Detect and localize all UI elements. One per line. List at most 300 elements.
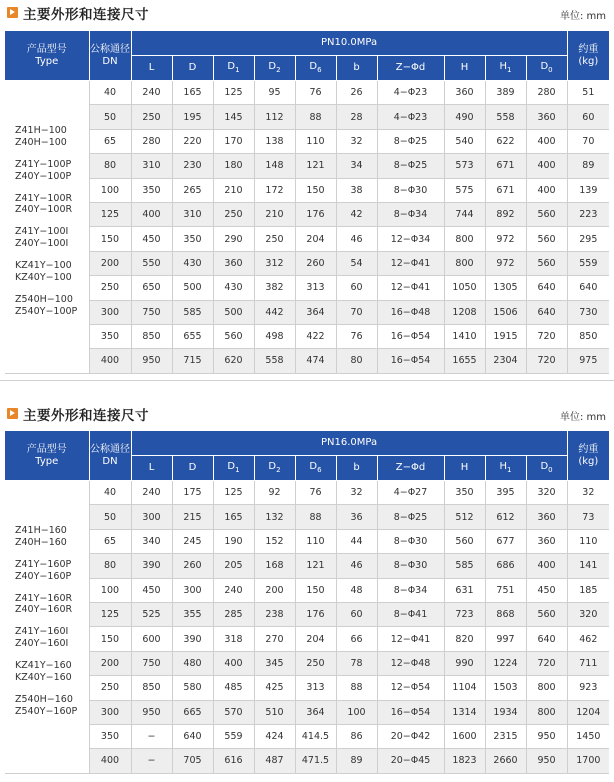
table-cell: 360 xyxy=(444,81,485,105)
cell-dn: 350 xyxy=(89,324,131,348)
table-cell: 16−Φ54 xyxy=(377,349,444,373)
model-group: Z41H−160 Z40H−160 xyxy=(15,525,67,548)
table-cell: 250 xyxy=(254,227,295,251)
table-cell: 250 xyxy=(213,202,254,226)
table-cell: 686 xyxy=(485,554,526,578)
table-row xyxy=(5,202,609,226)
table-cell: 89 xyxy=(336,749,377,773)
table-cell: 88 xyxy=(336,676,377,700)
table-cell: 8−Φ25 xyxy=(377,129,444,153)
table-cell: 46 xyxy=(336,554,377,578)
table-cell: 631 xyxy=(444,578,485,602)
table-cell: 720 xyxy=(526,349,567,373)
table-cell: 1934 xyxy=(485,700,526,724)
table-cell: 34 xyxy=(336,154,377,178)
table-cell: 150 xyxy=(295,578,336,602)
table-cell: 172 xyxy=(254,178,295,202)
table-cell: 350 xyxy=(444,481,485,505)
table-cell: 360 xyxy=(526,505,567,529)
table-cell: 850 xyxy=(131,676,172,700)
table-cell: 414.5 xyxy=(295,724,336,748)
table-cell: 950 xyxy=(526,724,567,748)
table-cell: 8−Φ34 xyxy=(377,578,444,602)
model-list xyxy=(5,481,89,774)
table-cell: 395 xyxy=(485,481,526,505)
table-cell: 640 xyxy=(567,276,609,300)
table-cell: 141 xyxy=(567,554,609,578)
table-cell: 622 xyxy=(485,129,526,153)
table-cell: 750 xyxy=(131,651,172,675)
table-cell: 176 xyxy=(295,202,336,226)
table-cell: 560 xyxy=(444,529,485,553)
play-arrow-icon xyxy=(7,7,18,18)
table-cell: 110 xyxy=(295,529,336,553)
table-cell: 175 xyxy=(172,481,213,505)
table-cell: 850 xyxy=(131,324,172,348)
table-row xyxy=(5,529,609,553)
section-divider xyxy=(0,380,614,381)
table-cell: 570 xyxy=(213,700,254,724)
table-cell: 320 xyxy=(526,481,567,505)
table-cell: 1450 xyxy=(567,724,609,748)
table-row xyxy=(5,676,609,700)
model-group: KZ41Y−100 KZ40Y−100 xyxy=(15,260,72,283)
table-cell: 150 xyxy=(295,178,336,202)
table-cell: 1600 xyxy=(444,724,485,748)
header-col: Z−Φd xyxy=(377,56,444,81)
table-cell: 92 xyxy=(254,481,295,505)
table-cell: 240 xyxy=(213,578,254,602)
table-cell: 8−Φ30 xyxy=(377,554,444,578)
table-cell: 125 xyxy=(213,481,254,505)
table-cell: 620 xyxy=(213,349,254,373)
model-group: Z540H−160 Z540Y−160P xyxy=(15,693,78,717)
table-cell: 250 xyxy=(295,651,336,675)
table-cell: 89 xyxy=(567,154,609,178)
table-cell: 295 xyxy=(567,227,609,251)
table-cell: 677 xyxy=(485,529,526,553)
cell-dn: 40 xyxy=(89,481,131,505)
table-cell: 560 xyxy=(213,324,254,348)
dimension-section-pn16 xyxy=(0,403,614,767)
dimension-table xyxy=(5,30,609,374)
table-cell: 318 xyxy=(213,627,254,651)
table-cell: 585 xyxy=(172,300,213,324)
table-cell: 400 xyxy=(526,129,567,153)
table-cell: 580 xyxy=(172,676,213,700)
table-cell: 1655 xyxy=(444,349,485,373)
table-cell: 16−Φ54 xyxy=(377,700,444,724)
header-col: L xyxy=(131,456,172,481)
table-cell: 510 xyxy=(254,700,295,724)
table-cell: 76 xyxy=(295,81,336,105)
table-cell: 313 xyxy=(295,676,336,700)
cell-dn: 400 xyxy=(89,749,131,773)
table-cell: 487 xyxy=(254,749,295,773)
table-cell: 51 xyxy=(567,81,609,105)
cell-dn: 80 xyxy=(89,554,131,578)
table-cell: 1104 xyxy=(444,676,485,700)
table-cell: − xyxy=(131,724,172,748)
table-cell: 390 xyxy=(131,554,172,578)
table-cell: 655 xyxy=(172,324,213,348)
cell-dn: 125 xyxy=(89,602,131,626)
table-cell: 868 xyxy=(485,602,526,626)
table-row xyxy=(5,105,609,129)
header-col: $D_0$ xyxy=(526,56,567,81)
table-cell: 88 xyxy=(295,105,336,129)
table-cell: 4−Φ23 xyxy=(377,81,444,105)
cell-dn: 100 xyxy=(89,578,131,602)
model-group: Z41Y−160P Z40Y−160P xyxy=(15,558,72,582)
table-cell: 4−Φ27 xyxy=(377,481,444,505)
table-row xyxy=(5,724,609,748)
table-cell: 145 xyxy=(213,105,254,129)
table-cell: 112 xyxy=(254,105,295,129)
header-col: $D_0$ xyxy=(526,456,567,481)
table-cell: 200 xyxy=(254,578,295,602)
table-cell: 185 xyxy=(567,578,609,602)
header-col: $H_1$ xyxy=(485,56,526,81)
cell-dn: 300 xyxy=(89,300,131,324)
table-cell: 800 xyxy=(526,700,567,724)
table-cell: 204 xyxy=(295,627,336,651)
table-cell: 360 xyxy=(213,251,254,275)
table-cell: 220 xyxy=(172,129,213,153)
table-cell: 560 xyxy=(526,227,567,251)
table-cell: 715 xyxy=(172,349,213,373)
model-group: Z41Y−100P Z40Y−100P xyxy=(15,158,72,182)
table-row xyxy=(5,749,609,773)
table-cell: 560 xyxy=(526,602,567,626)
table-cell: 800 xyxy=(444,227,485,251)
table-cell: 1915 xyxy=(485,324,526,348)
table-cell: 462 xyxy=(567,627,609,651)
table-cell: 430 xyxy=(172,251,213,275)
model-list xyxy=(5,81,89,374)
table-cell: 820 xyxy=(444,627,485,651)
table-row xyxy=(5,700,609,724)
table-cell: 2660 xyxy=(485,749,526,773)
table-cell: 525 xyxy=(131,602,172,626)
table-cell: 705 xyxy=(172,749,213,773)
table-cell: 168 xyxy=(254,554,295,578)
header-col: $D_2$ xyxy=(254,456,295,481)
table-cell: 665 xyxy=(172,700,213,724)
table-cell: 139 xyxy=(567,178,609,202)
cell-dn: 150 xyxy=(89,627,131,651)
table-cell: 42 xyxy=(336,202,377,226)
table-cell: 671 xyxy=(485,154,526,178)
table-cell: 500 xyxy=(213,300,254,324)
table-cell: 800 xyxy=(526,676,567,700)
table-cell: 425 xyxy=(254,676,295,700)
table-cell: 195 xyxy=(172,105,213,129)
table-cell: 744 xyxy=(444,202,485,226)
table-cell: 86 xyxy=(336,724,377,748)
table-cell: 640 xyxy=(526,627,567,651)
table-cell: 240 xyxy=(131,81,172,105)
table-cell: 36 xyxy=(336,505,377,529)
table-cell: 223 xyxy=(567,202,609,226)
table-cell: 559 xyxy=(567,251,609,275)
table-cell: 450 xyxy=(526,578,567,602)
header-model: 产品型号 Type xyxy=(5,31,89,81)
table-cell: 8−Φ30 xyxy=(377,178,444,202)
table-cell: 285 xyxy=(213,602,254,626)
table-cell: 313 xyxy=(295,276,336,300)
table-cell: 424 xyxy=(254,724,295,748)
table-cell: 671 xyxy=(485,178,526,202)
table-cell: 950 xyxy=(526,749,567,773)
cell-dn: 300 xyxy=(89,700,131,724)
table-cell: 400 xyxy=(526,554,567,578)
table-cell: 560 xyxy=(526,202,567,226)
table-cell: 640 xyxy=(172,724,213,748)
table-cell: 70 xyxy=(336,300,377,324)
table-cell: 48 xyxy=(336,578,377,602)
table-cell: 73 xyxy=(567,505,609,529)
table-row xyxy=(5,251,609,275)
table-cell: 46 xyxy=(336,227,377,251)
table-row xyxy=(5,349,609,373)
table-cell: 340 xyxy=(131,529,172,553)
table-cell: 110 xyxy=(567,529,609,553)
table-cell: 471.5 xyxy=(295,749,336,773)
header-weight: 约重 (kg) xyxy=(567,31,609,81)
table-cell: 180 xyxy=(213,154,254,178)
table-cell: 210 xyxy=(213,178,254,202)
table-cell: 310 xyxy=(172,202,213,226)
table-cell: 38 xyxy=(336,178,377,202)
table-cell: 12−Φ48 xyxy=(377,651,444,675)
cell-dn: 200 xyxy=(89,651,131,675)
table-cell: 165 xyxy=(213,505,254,529)
table-cell: 558 xyxy=(485,105,526,129)
table-cell: 32 xyxy=(336,481,377,505)
table-row xyxy=(5,129,609,153)
table-cell: 60 xyxy=(336,276,377,300)
section-title: 主要外形和连接尺寸 xyxy=(23,408,149,424)
table-cell: 430 xyxy=(213,276,254,300)
header-col: Z−Φd xyxy=(377,456,444,481)
table-cell: 78 xyxy=(336,651,377,675)
header-col: $H_1$ xyxy=(485,456,526,481)
header-col: $D_6$ xyxy=(295,56,336,81)
table-cell: 132 xyxy=(254,505,295,529)
model-group: Z41H−100 Z40H−100 xyxy=(15,125,67,148)
header-model: 产品型号 Type xyxy=(5,431,89,481)
table-cell: 76 xyxy=(295,481,336,505)
table-cell: 110 xyxy=(295,129,336,153)
table-cell: 442 xyxy=(254,300,295,324)
table-cell: 498 xyxy=(254,324,295,348)
table-cell: 640 xyxy=(526,300,567,324)
section-header xyxy=(0,2,614,26)
table-cell: 723 xyxy=(444,602,485,626)
header-col: H xyxy=(444,456,485,481)
table-cell: 450 xyxy=(131,227,172,251)
table-cell: 364 xyxy=(295,300,336,324)
table-cell: 559 xyxy=(213,724,254,748)
table-cell: 70 xyxy=(567,129,609,153)
table-cell: 100 xyxy=(336,700,377,724)
table-cell: 1224 xyxy=(485,651,526,675)
table-cell: 950 xyxy=(131,349,172,373)
table-row xyxy=(5,578,609,602)
table-cell: 215 xyxy=(172,505,213,529)
table-cell: 2315 xyxy=(485,724,526,748)
table-cell: 300 xyxy=(172,578,213,602)
table-cell: 389 xyxy=(485,81,526,105)
header-col: L xyxy=(131,56,172,81)
table-cell: 1503 xyxy=(485,676,526,700)
header-weight: 约重 (kg) xyxy=(567,431,609,481)
header-col: $D_1$ xyxy=(213,456,254,481)
cell-dn: 65 xyxy=(89,129,131,153)
unit-label: 单位: mm xyxy=(559,11,606,22)
table-cell: 575 xyxy=(444,178,485,202)
table-cell: 8−Φ25 xyxy=(377,505,444,529)
cell-dn: 250 xyxy=(89,276,131,300)
table-cell: 751 xyxy=(485,578,526,602)
table-cell: 485 xyxy=(213,676,254,700)
table-cell: 20−Φ42 xyxy=(377,724,444,748)
table-cell: 972 xyxy=(485,227,526,251)
section-header xyxy=(0,403,614,427)
table-cell: 165 xyxy=(172,81,213,105)
table-cell: 730 xyxy=(567,300,609,324)
cell-dn: 125 xyxy=(89,202,131,226)
table-cell: 76 xyxy=(336,324,377,348)
table-cell: 80 xyxy=(336,349,377,373)
table-cell: 176 xyxy=(295,602,336,626)
table-cell: 800 xyxy=(444,251,485,275)
table-cell: 20−Φ45 xyxy=(377,749,444,773)
table-cell: 1506 xyxy=(485,300,526,324)
table-cell: 66 xyxy=(336,627,377,651)
table-cell: 60 xyxy=(336,602,377,626)
table-cell: 16−Φ48 xyxy=(377,300,444,324)
table-row xyxy=(5,602,609,626)
model-group: Z540H−100 Z540Y−100P xyxy=(15,293,78,317)
table-cell: 125 xyxy=(213,81,254,105)
table-cell: 400 xyxy=(526,178,567,202)
table-cell: 280 xyxy=(526,81,567,105)
table-row xyxy=(5,651,609,675)
table-cell: 320 xyxy=(567,602,609,626)
table-cell: 265 xyxy=(172,178,213,202)
table-cell: 616 xyxy=(213,749,254,773)
table-cell: 4−Φ23 xyxy=(377,105,444,129)
play-arrow-icon xyxy=(7,408,18,419)
table-cell: 12−Φ41 xyxy=(377,276,444,300)
table-cell: 711 xyxy=(567,651,609,675)
header-col: D xyxy=(172,56,213,81)
table-cell: 474 xyxy=(295,349,336,373)
table-cell: 1410 xyxy=(444,324,485,348)
section-title: 主要外形和连接尺寸 xyxy=(23,7,149,23)
table-row xyxy=(5,154,609,178)
table-cell: 310 xyxy=(131,154,172,178)
model-group: Z41Y−160I Z40Y−160I xyxy=(15,626,69,650)
table-cell: 450 xyxy=(131,578,172,602)
table-cell: 121 xyxy=(295,154,336,178)
table-cell: 260 xyxy=(295,251,336,275)
unit-label: 单位: mm xyxy=(559,412,606,423)
table-cell: 138 xyxy=(254,129,295,153)
table-cell: 121 xyxy=(295,554,336,578)
table-cell: 923 xyxy=(567,676,609,700)
table-cell: 190 xyxy=(213,529,254,553)
model-group: KZ41Y−160 KZ40Y−160 xyxy=(15,660,72,683)
table-cell: 8−Φ25 xyxy=(377,154,444,178)
table-row xyxy=(5,300,609,324)
table-cell: 95 xyxy=(254,81,295,105)
table-cell: 148 xyxy=(254,154,295,178)
model-group: Z41Y−100R Z40Y−100R xyxy=(15,192,73,216)
table-cell: 400 xyxy=(213,651,254,675)
table-cell: 350 xyxy=(131,178,172,202)
header-col: b xyxy=(336,56,377,81)
table-cell: 260 xyxy=(172,554,213,578)
table-cell: 500 xyxy=(172,276,213,300)
table-cell: 422 xyxy=(295,324,336,348)
header-col: H xyxy=(444,56,485,81)
table-cell: 972 xyxy=(485,251,526,275)
header-pressure: PN10.0MPa xyxy=(131,31,567,56)
cell-dn: 350 xyxy=(89,724,131,748)
table-cell: 650 xyxy=(131,276,172,300)
table-cell: 54 xyxy=(336,251,377,275)
table-row xyxy=(5,81,609,105)
table-cell: 204 xyxy=(295,227,336,251)
header-col: D xyxy=(172,456,213,481)
table-cell: 640 xyxy=(526,276,567,300)
cell-dn: 50 xyxy=(89,105,131,129)
table-cell: 975 xyxy=(567,349,609,373)
table-cell: 540 xyxy=(444,129,485,153)
table-cell: 280 xyxy=(131,129,172,153)
header-dn: 公称通径 DN xyxy=(89,31,131,81)
table-row xyxy=(5,554,609,578)
table-cell: 1700 xyxy=(567,749,609,773)
cell-dn: 200 xyxy=(89,251,131,275)
table-cell: 210 xyxy=(254,202,295,226)
table-cell: 2304 xyxy=(485,349,526,373)
table-cell: 12−Φ54 xyxy=(377,676,444,700)
header-col: $D_6$ xyxy=(295,456,336,481)
table-cell: 750 xyxy=(131,300,172,324)
table-cell: 480 xyxy=(172,651,213,675)
table-cell: 8−Φ30 xyxy=(377,529,444,553)
table-cell: 152 xyxy=(254,529,295,553)
table-cell: 600 xyxy=(131,627,172,651)
table-cell: 300 xyxy=(131,505,172,529)
header-col: $D_1$ xyxy=(213,56,254,81)
table-cell: 26 xyxy=(336,81,377,105)
cell-dn: 100 xyxy=(89,178,131,202)
header-col: b xyxy=(336,456,377,481)
table-cell: 573 xyxy=(444,154,485,178)
cell-dn: 150 xyxy=(89,227,131,251)
table-cell: 205 xyxy=(213,554,254,578)
table-cell: 1208 xyxy=(444,300,485,324)
table-cell: − xyxy=(131,749,172,773)
dimension-table xyxy=(5,430,609,774)
table-cell: 720 xyxy=(526,651,567,675)
table-cell: 290 xyxy=(213,227,254,251)
